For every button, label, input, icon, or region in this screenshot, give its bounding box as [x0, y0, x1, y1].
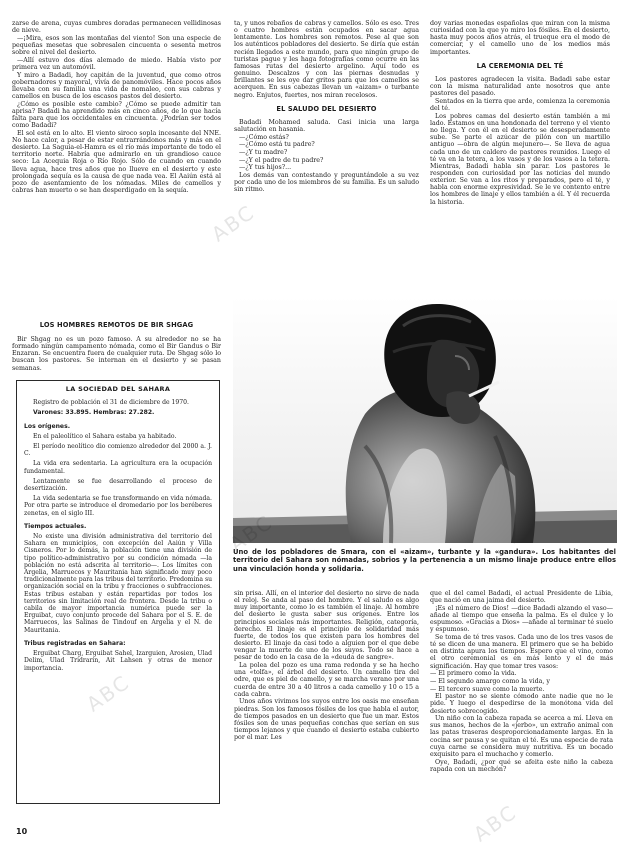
- paragraph: Oye, Badadi, ¿por qué se afeita este niño la cabeza rapada con un mechón?: [430, 758, 613, 773]
- paragraph: Y miro a Badadi, hoy capitán de la juventud, que como otros gobernadores y mayoral, vivía de panomóviles. Hace pocos años llevaba con su familia una vida de nomaleo, con sus cabras y camellos en busca de los escasos pastos del desierto.: [12, 71, 221, 101]
- column-1: [12, 20, 221, 320]
- box-paragraph: La vida sedentaria se fue transformando en vida nómada. Por otra parte se introduce el dromedario por los beréberes zenetas, en el siglo III.: [24, 495, 212, 517]
- photo-illustration: [233, 296, 617, 543]
- photo-caption: Uno de los pobladores de Smara, con el «aizam», turbante y la «gandura». Los habitantes del territorio del Sahara son nómadas, sobrios y la pertenencia a un mismo linaje produce entre ellos una vinculación honda y solidaria.: [233, 548, 616, 573]
- column-5: [430, 590, 613, 846]
- paragraph: —¿Cómo estás?: [239, 133, 289, 141]
- paragraph: Los pobres camas del desierto están también a mi lado. Estamos en una hondonada del terreno y el viento no llega. Y con él en el desierto se desesperadamente sube. Se parte el azúcar de pilón con un martillo antiguo —obra de algún mejunero—. Se lleva de agua cada uno de un caldero de pastores reunidos. Luego el té va en la tetera, a los vasos y de los vasos a la tetera. Mientras, Badadi habla sin parar. Los pastores le responden con curiosidad por las noticias del mundo exterior. Se van a los ritos y preparados, pero el té, y habla con enorme expresividad. Se le ve contento entre los hombres de linaje y ellos también a él. Y él recuerda la historia.: [430, 112, 610, 206]
- box-paragraph: El período neolítico dio comienzo alrededor del 2000 a. J. C.: [24, 443, 212, 458]
- section-heading-ceremonia-te: LA CEREMONIA DEL TÉ: [476, 61, 564, 70]
- paragraph: La polea del pozo es una rama redonda y se ha hecho una «tolfa», el árbol del desierto. Un camello tira del odre, que es piel de camello, y se marcha verano por una cuerda de entre 30 a 40 litros a cada camello y 10 o 15 a cada cabra.: [234, 662, 419, 698]
- paragraph: Un niño con la cabeza rapada se acerca a mí. Lleva en sus manos, hechos de la «jerbo», un extraño animal con las patas traseras desproporcionadamente largas. En la cocina ser pausa y se quitan el té. Es una especie de rata cuya carne se considera muy nutritiva. Es un bocado exquisito para el muchacho y comerlo.: [430, 715, 613, 758]
- paragraph: — El primero como la vida.: [430, 670, 517, 678]
- paragraph: — El segundo amargo como la vida, y: [430, 677, 550, 685]
- paragraph: Los demás van contestando y preguntándole a su vez por cada uno de los miembros de su familia. Es un saludo sin ritmo.: [234, 171, 419, 194]
- paragraph: Badadi Mohamed saluda. Casi inicia una larga salutación en hasania.: [234, 118, 419, 134]
- section-heading-saludo: EL SALUDO DEL DESIERTO: [276, 104, 377, 113]
- paragraph: —Allí estuvo dos días alemado de miedo. Había visto por primera vez un automóvil.: [12, 56, 221, 71]
- column-1b: [12, 336, 221, 372]
- paragraph: Sentados en la tierra que arde, comienza la ceremonia del té.: [430, 97, 610, 113]
- box-intro: Registro de población el 31 de diciembre de 1970.: [33, 399, 189, 407]
- paragraph: ¿Cómo es posible este cambio? ¿Cómo se puede admitir tan aprisa? Badadi ha aprendido más en cinco años, de lo que hacía falta para que los occidentales en cincuenta. ¿Podrían ser todos como Badadi?: [12, 100, 221, 130]
- paragraph: El sol está en lo alto. El viento siroco sopla incesante del NNE. No hace calor, a pesar de estar entrarrándonos más y más en el desierto. La Saguia-el-Hamra es el río más importante de todo el territorio norte. Habría que admirarlo en un grandioso cauce seco: La Acequia Roja o Río Rojo. Sólo de cuando en cuando lleva agua, hace tres años que no llueve en el desierto y este prolongada sequía es la causa de que nada vea. El Aaiún está al pozo de asentamiento de los nómadas. Miles de camellos y cabras han muerto o se han desperdigado en la sequía.: [12, 129, 221, 195]
- box-paragraph: Lentamente se fue desarrollando el proceso de desertización.: [24, 477, 212, 493]
- abc-watermark: ABC: [207, 199, 260, 247]
- paragraph: que el del camel Badadi, el actual Presidente de Libia, que nació en una jaima del desierto.: [430, 590, 613, 605]
- box-title: LA SOCIEDAD DEL SAHARA: [65, 385, 171, 393]
- paragraph: Unos años vivimos los suyos entre los oasis me enseñan piedras. Son los famosos fósiles de los que habla el autor, de tiempos pasados en un desierto que fue un mar. Estos fósiles son de unas pequeñas conchas que serían en sus tiempos lejanos y que cuando el desierto estaba cubierto por el mar. Les: [234, 698, 419, 742]
- abc-watermark: ABC: [469, 799, 522, 846]
- box-paragraph: En el paleolítico el Sahara estaba ya habitado.: [33, 432, 177, 440]
- paragraph: ¡Es el número de Dios! —dice Badadi alzando el vaso— añade al tiempo que enseña la palma. Es el dulce y lo espumoso. «Gracias a Dios» —añade al terminar té suelo y espumoso.: [430, 604, 613, 634]
- paragraph: — El tercero suave como la muerte.: [430, 685, 545, 693]
- paragraph: El pastor no se siente cómodo ante nadie que no le pide. Y luego el despedirse de la monótona vida del desierto sobrecogido.: [430, 693, 613, 715]
- box-paragraph: No existe una división administrativa del territorio del Sahara en municipios, con excepción del Aaiún y Villa Cisneros. Por lo demás, la población tiene una división de tipo político-administrativo por su condición nómada —la población no está adscrita al territorio—. Los límites con Argelia, Marruecos y Mauritania han significado muy poco tradicionalmente para las tribus del territorio. Predomina su organización social en la tribu y fracciones o subfracciones. Estas tribus estaban y están repartidas por todos los territorios sin limitación real de frontera. Desde la tribu o cabila de mayor importancia numérica puede ser la Erguibat, cuyo conjunto procede del Sahara por el S. E. de Marruecos, las Salinas de Tindouf en Argelia y el N. de Mauritania.: [24, 533, 212, 634]
- paragraph: doy varias monedas españolas que miran con la misma curiosidad con la que yo miro los fósiles. En el desierto, hasta muy pocos años atrás, el trueque era el modo de comerciar, y el camello uno de los medios más importantes.: [430, 20, 610, 56]
- paragraph: —¿Y tus hijos?...: [239, 164, 292, 172]
- paragraph: sin prisa. Allí, en el interior del desierto no sirve de nada el reloj. Se anda al paso del hombre. Y el saludo es algo muy importante, como lo es también el linaje. Al hombre del desierto le gusta saber sus orígenes. Entre los principios sociales más importantes. Religión, categoría, derecho. El linaje es el principio de solidaridad más fuerte, de todos los que existen para los hombres del desierto. El linaje da casi todo a alguien por el que debe vengar la muerte de uno de los suyos. Todo se hace a pesar de todo en la casa de la «deuda de sangre».: [234, 590, 419, 662]
- paragraph: ta, y unos rebaños de cabras y camellos. Sólo es eso. Tres o cuatro hombres están ocupados en sacar agua lentamente. Los hombres son remotos. Pese al que son los auténticos pobladores del desierto. Se diría que están recién llegados a este mundo, para que ningún grupo de turistas pague y les haga fotografías como ocurre en las famosas rutas del desierto argelino. Aquí todo es genuino. Descalzos y con las piernas desnudas y brillantes se les oye dar gritos para que los camellos se acerquen. En sus cabezas llevan un «aizam» o turbante negro. Enjutos, fuertes, nos miran recelosos.: [234, 20, 419, 99]
- box-population: Varones: 33.895. Hembras: 27.282.: [33, 409, 155, 417]
- paragraph: Bir Shgag no es un pozo famoso. A su alrededor no se ha formado ningún campamento nómada, como el Bir Gandus o Bir Enzaran. Se encuentra fuera de cualquier ruta. De Shgag sólo lo buscan los pastores. Se internan en el desierto y se pasan semanas.: [12, 336, 221, 372]
- photo-saharan-man: [233, 296, 617, 543]
- box-section-heading: Tiempos actuales.: [24, 522, 87, 530]
- paragraph: —¡Mira, esos son las montañas del viento! Son una especie de pequeñas mesetas que sobresalen cincuenta o sesenta metros sobre el nivel del desierto.: [12, 34, 221, 57]
- box-paragraph: La vida era sedentaria. La agricultura era la ocupación fundamental.: [24, 460, 212, 475]
- abc-watermark: ABC: [82, 669, 135, 717]
- sidebar-box-sociedad-sahara: [16, 380, 220, 804]
- page-number: 10: [16, 827, 28, 836]
- box-section-heading: Tribus registradas en Sahara:: [24, 639, 126, 647]
- paragraph: Se toma de té tres vasos. Cada uno de los tres vasos de té se dicen de una manera. El primero que se ha bebido en distinta apura los tiempos. Espero que el vino, como el otro ceremonial es en más lento y el de más significación. Hay que tomar tres vasos:: [430, 633, 613, 670]
- paragraph: zarse de arena, cuyas cumbres doradas permanecen vellidinosas de nieve.: [12, 20, 221, 35]
- column-2: [234, 20, 419, 315]
- paragraph: —¿Y tu madre?: [239, 149, 288, 156]
- paragraph: Los pastores agradecen la visita. Badadi sabe estar con la misma naturalidad ante nosotros que ante pastores del pasado.: [430, 75, 610, 98]
- box-paragraph: Erguibat Charg, Erguibat Sahel, Izarguien, Arosien, Ulad Delim, Ulad Tridrarin, Ait Lahsen y otras de menor importancia.: [24, 650, 212, 672]
- box-section-heading: Los orígenes.: [24, 422, 71, 430]
- paragraph: —¿Cómo está tu padre?: [239, 141, 315, 149]
- paragraph: —¿Y el padre de tu padre?: [239, 156, 324, 164]
- column-4: [234, 590, 419, 840]
- section-heading-hombres-remotos: LOS HOMBRES REMOTOS DE BIR SHGAG: [39, 321, 194, 329]
